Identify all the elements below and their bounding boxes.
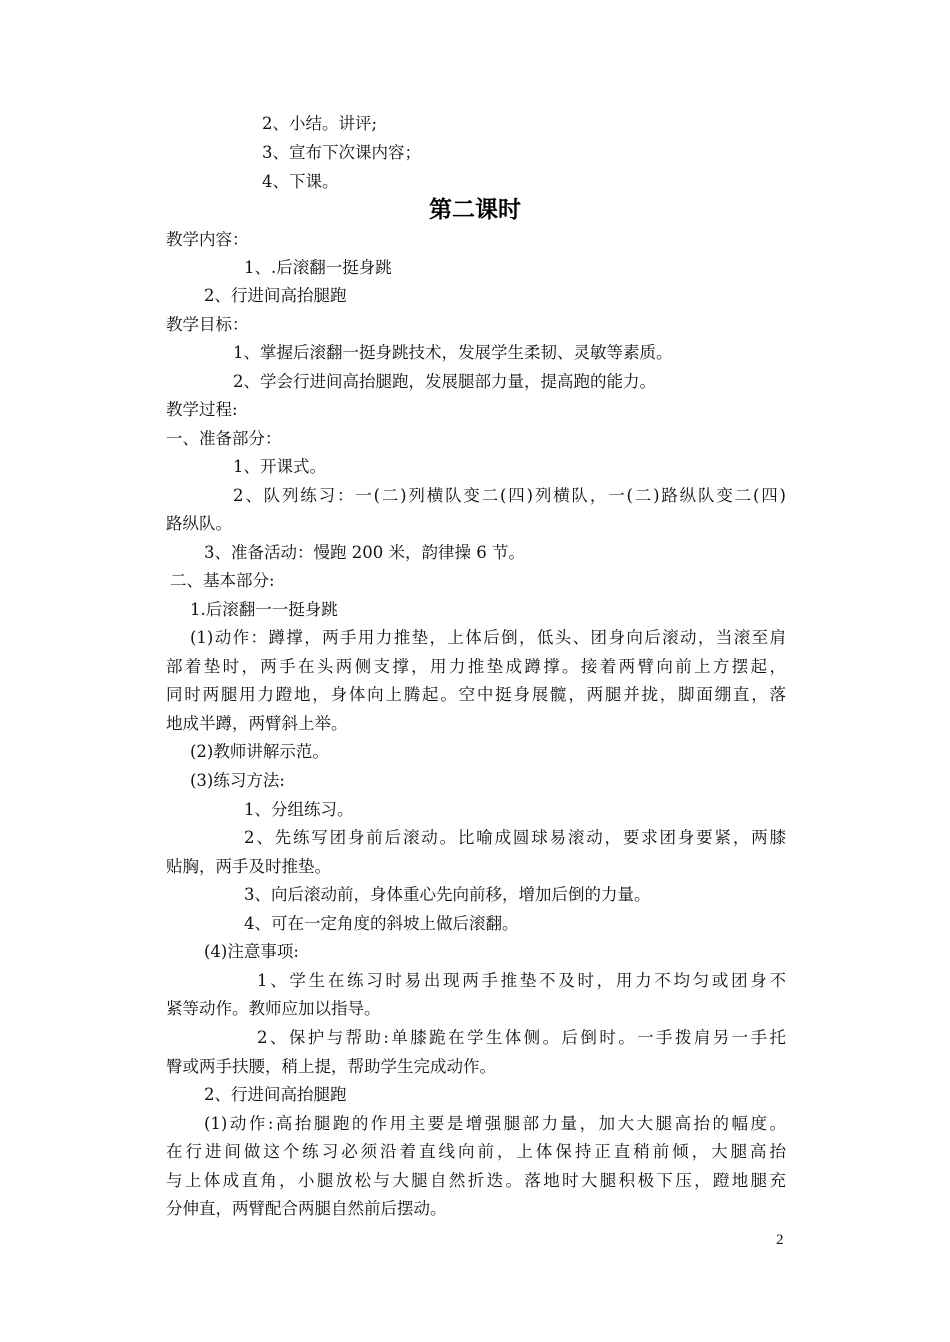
note-1: 1、学生在练习时易出现两手推垫不及时，用力不均匀或团身不 [257, 971, 786, 990]
goals-label: 教学目标： [166, 315, 249, 334]
note-2-cont: 臀或两手扶腰，稍上提，帮助学生完成动作。 [166, 1057, 496, 1076]
summary-line: 2、小结。讲评; [262, 114, 378, 133]
section-title: 第二课时 [429, 197, 521, 223]
method-2: 2、先练写团身前后滚动。比喻成圆球易滚动，要求团身要紧，两膝 [244, 828, 786, 847]
method-label: (3)练习方法: [190, 771, 285, 790]
prep-heading: 一、准备部分： [166, 429, 282, 448]
prep-item-1: 1、开课式。 [233, 457, 326, 476]
prep-item-3: 3、准备活动：慢跑 200 米，韵律操 6 节。 [204, 543, 525, 562]
note-1-cont: 紧等动作。教师应加以指导。 [166, 999, 381, 1018]
demo-line: (2)教师讲解示范。 [190, 742, 329, 761]
goal-1: 1、掌握后滚翻一挺身跳技术，发展学生柔韧、灵敏等素质。 [233, 343, 673, 362]
method-4: 4、可在一定角度的斜坡上做后滚翻。 [244, 914, 519, 933]
content-item-1: 1、.后滚翻一挺身跳 [244, 258, 392, 277]
next-class-line: 3、宣布下次课内容； [262, 143, 421, 162]
process-label: 教学过程: [166, 400, 238, 419]
notes-label: (4)注意事项: [204, 942, 299, 961]
method-3: 3、向后滚动前，身体重心先向前移，增加后倒的力量。 [244, 885, 651, 904]
action-para-line-2: 部着垫时，两手在头两侧支撑，用力推垫成蹲撑。接着两臂向前上方摆起， [166, 657, 786, 676]
subsection-2: 2、行进间高抬腿跑 [204, 1085, 347, 1104]
method-1: 1、分组练习。 [244, 800, 354, 819]
run-para-line-4: 分伸直，两臂配合两腿自然前后摆动。 [166, 1199, 447, 1218]
run-para-line-2: 在行进间做这个练习必须沿着直线向前，上体保持正直稍前倾，大腿高抬 [166, 1142, 786, 1161]
dismiss-line: 4、下课。 [262, 172, 339, 191]
action-para-line-3: 同时两腿用力蹬地，身体向上腾起。空中挺身展髋，两腿并拢，脚面绷直，落 [166, 685, 786, 704]
goal-2: 2、学会行进间高抬腿跑，发展腿部力量，提高跑的能力。 [233, 372, 656, 391]
run-para-line-1: (1)动作:高抬腿跑的作用主要是增强腿部力量，加大大腿高抬的幅度。 [204, 1114, 786, 1133]
page-number: 2 [776, 1232, 784, 1248]
subsection-1: 1.后滚翻一一挺身跳 [190, 600, 338, 619]
content-label: 教学内容： [166, 230, 249, 249]
content-item-2: 2、行进间高抬腿跑 [204, 286, 347, 305]
basic-heading: 二、基本部分: [170, 571, 275, 590]
run-para-line-3: 与上体成直角，小腿放松与大腿自然折迭。落地时大腿积极下压，蹬地腿充 [166, 1171, 786, 1190]
prep-item-2-cont: 路纵队。 [166, 514, 232, 533]
note-2: 2、保护与帮助:单膝跪在学生体侧。后倒时。一手拨肩另一手托 [257, 1028, 786, 1047]
prep-item-2: 2、队列练习：一(二)列横队变二(四)列横队，一(二)路纵队变二(四) [233, 486, 786, 505]
action-para-line-4: 地成半蹲，两臂斜上举。 [166, 714, 348, 733]
action-para-line-1: (1)动作：蹲撑，两手用力推垫，上体后倒，低头、团身向后滚动，当滚至肩 [190, 628, 786, 647]
method-2-cont: 贴胸，两手及时推垫。 [166, 857, 331, 876]
